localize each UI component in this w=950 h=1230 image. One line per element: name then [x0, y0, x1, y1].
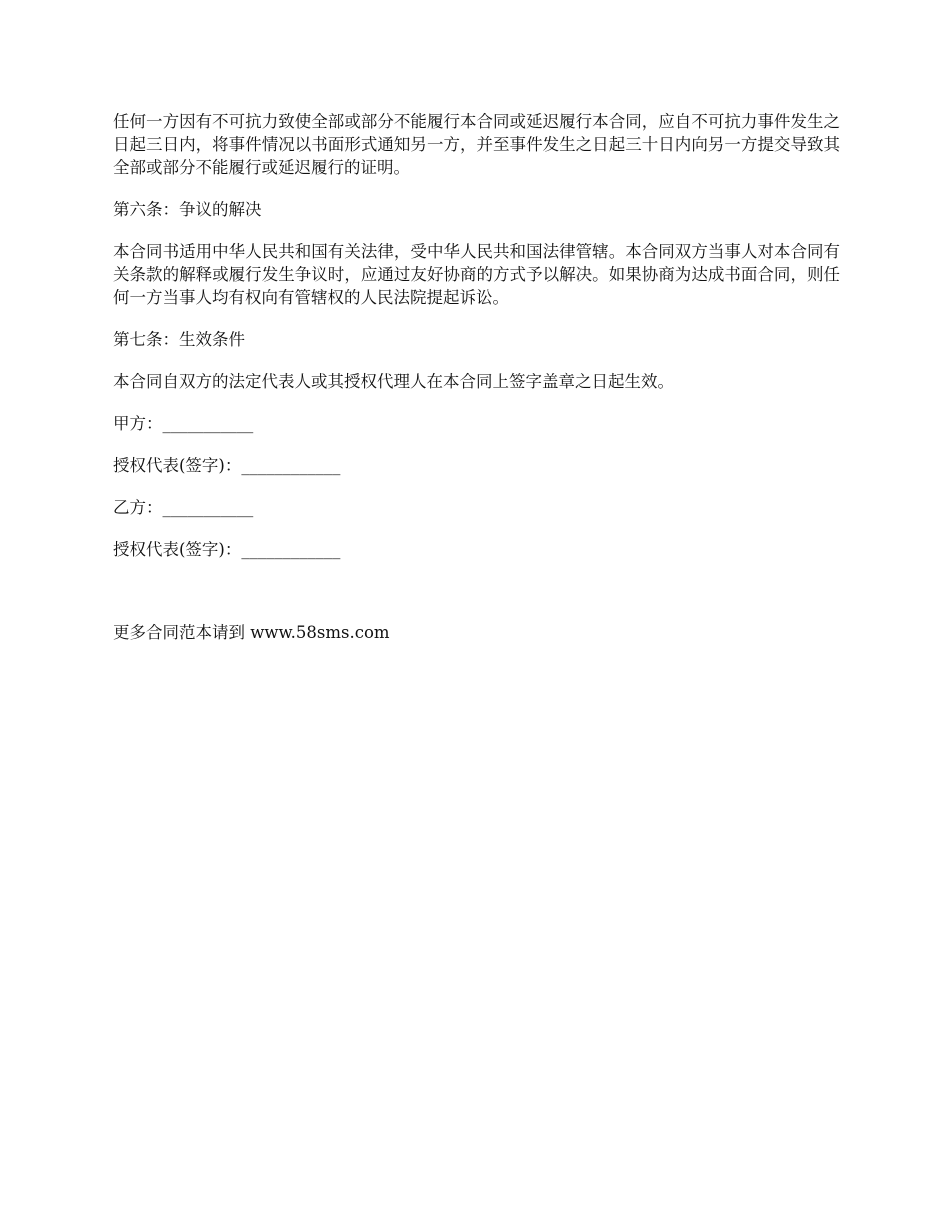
article-6-body: 本合同书适用中华人民共和国有关法律，受中华人民共和国法律管辖。本合同双方当事人对本合同有关条款的解释或履行发生争议时，应通过友好协商的方式予以解决。如果协商为达成书面合同，则任何一方当事人均有权向有管辖权的人民法院提起诉讼。 [113, 242, 840, 307]
footer-link-text: 更多合同范本请到 www.58sms.com [113, 623, 390, 642]
article-6-heading: 第六条：争议的解决 [113, 200, 262, 219]
party-b-representative-line: 授权代表(签字)：____________ [113, 540, 341, 559]
party-a-line: 甲方：___________ [113, 414, 254, 433]
force-majeure-paragraph: 任何一方因有不可抗力致使全部或部分不能履行本合同或延迟履行本合同，应自不可抗力事件发生之日起三日内，将事件情况以书面形式通知另一方，并至事件发生之日起三十日内向另一方提交导致其全部或部分不能履行或延迟履行的证明。 [113, 112, 840, 177]
party-b-line: 乙方：___________ [113, 498, 254, 517]
article-7-body: 本合同自双方的法定代表人或其授权代理人在本合同上签字盖章之日起生效。 [113, 372, 674, 391]
party-a-representative-line: 授权代表(签字)：____________ [113, 456, 341, 475]
article-7-heading: 第七条：生效条件 [113, 330, 245, 349]
document-page [113, 110, 840, 644]
